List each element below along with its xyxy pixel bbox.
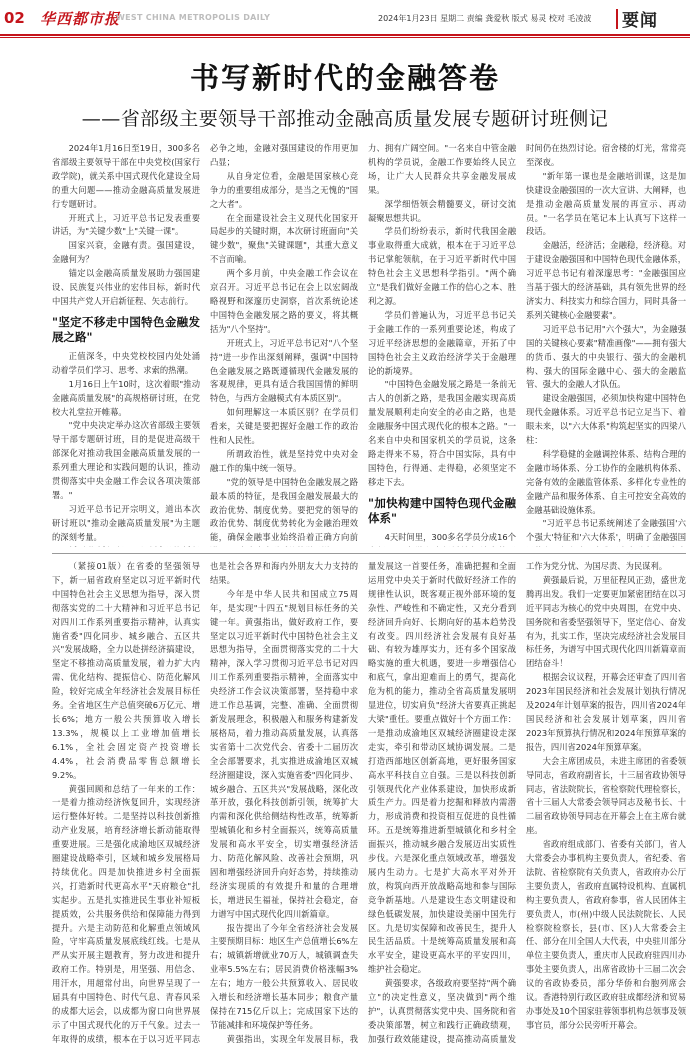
paragraph: 如何理解这一本质区别？在学员们看来，关键是要把握好金融工作的政治性和人民性。	[210, 407, 358, 446]
paragraph: 时间仍在热烈讨论。宿舍楼的灯光，常常亮至深夜。	[526, 143, 686, 167]
paragraph: 习近平总书记用"六个强大"，为金融强国的关键核心要素"精准画像"——拥有强大的货币、强大的中央银行、强大的金融机构、强大的国际金融中心、强大的金融监管、强大的金融人才队伍。	[526, 323, 686, 390]
paragraph: 所谓政治性，就是坚持党中央对金融工作的集中统一领导。	[210, 448, 358, 473]
subheading: "坚定不移走中国特色金融发展之路"	[52, 314, 200, 344]
paragraph: "党的领导是中国特色金融发展之路最本质的特征，是我国金融发展最大的政治优势、制度优势。要把党的领导的政治优势、制度优势转化为金融治理效能，确保金融事业始终沿着正确方向前	[210, 476, 358, 543]
paragraph	[52, 545, 200, 547]
paragraph: 锚定以金融高质量发展助力强国建设、民族复兴伟业的宏伟目标，新时代中国共产党人开启新征程、矢志前行。	[52, 268, 200, 306]
paragraph: 省政府组成部门、省委有关部门，省人大常委会办事机构主要负责人，省纪委、省法院、省检察院有关负责人，省政府办公厅主要负责人，省政府直属特设机构、直属机构主要负责人，省政府参事，省人民团体主要负责人，市(州)中级人民法院院长、人民检察院检察长，县(市、区)人大常委会主任、部分在川全国人大代表，中央驻川部分单位主要负责人，重庆市人民政府驻四川办事处主要负责人，出席省政协十三届二次会议的省政协委员，部分华侨和台胞列席会议。香港特别行政区政府驻成都经济和贸易办事处及10个国家驻蓉领事机构总领事及领事官员，部分公民旁听开幕会。	[526, 839, 686, 1030]
header-rule-thin	[0, 37, 690, 38]
paragraph: 从自身定位看，金融是国家核心竞争力的重要组成部分，是当之无愧的"国之大者"。	[210, 170, 358, 209]
paragraph: "党中央决定举办这次省部级主要领导干部专题研讨班，目的是促进高级干部深化对推动我国金融高质量发展的一系列重大理论和实践问题的认识，推动贯彻落实中央金融工作会议各项决策部署。"	[52, 420, 200, 500]
paragraph: 力、拥有广阔空间。"一名来自中管金融机构的学员说，金融工作要始终人民立场，让广大人民群众共享金融发展成果。	[368, 143, 516, 195]
paragraph: 开班式上，习近平总书记对"八个坚持"进一步作出深刻阐释，强调"中国特色金融发展之路既遵循现代金融发展的客观规律，更具有适合我国国情的鲜明特色，与西方金融模式有本质区别"。	[210, 337, 358, 404]
bottom-column-2	[210, 560, 358, 1048]
paragraph: 金融活，经济活；金融稳，经济稳。对于建设金融强国和中国特色现代金融体系，习近平总书记有着深邃思考："金融强国应当基于强大的经济基础，具有领先世界的经济实力、科技实力和综合国力，同时具备一系列关键核心金融要素"。	[526, 240, 686, 320]
paragraph: "习近平总书记系统阐述了金融强国'六个强大'特征和'六大体系'，明确了金融强国	[526, 518, 686, 543]
paragraph: 学员们纷纷表示，新时代我国金融事业取得重大成就，根本在于习近平总书记掌舵领航，在于习近平新时代中国特色社会主义思想科学指引。"两个确立"是我们做好金融工作的信心之本、胜利之源。	[368, 226, 516, 306]
paragraph: 1月16日上午10时，这次着眼"推动金融高质量发展"的高规格研讨班，在党校大礼堂拉开帷幕。	[52, 378, 200, 417]
edition-meta: 2024年1月23日 星期二 责编 龚爱秋 版式 易灵 校对 毛凌波	[378, 14, 592, 23]
bottom-column-4	[526, 560, 686, 1048]
page-header	[0, 0, 690, 38]
paragraph: 根据会议议程，开幕会还审查了四川省2023年国民经济和社会发展计划执行情况及2024年计划草案的报告，四川省2024年国民经济和社会发展计划草案，四川省2023年预算执行情况和2024年预算草案的报告，四川省2024年预算草案。	[526, 672, 686, 752]
paragraph: 也是社会各界和海内外朋友大力支持的结果。	[210, 561, 358, 585]
section-divider	[616, 9, 618, 29]
paragraph: "新年第一课也是金融培训课，这是加快建设金融强国的一次大宣讲、大阐释，也是推动金融高质量发展的再宣示、再动员。"一名学员在笔记本上认真写下这样一段话。	[526, 170, 686, 237]
top-column-2	[210, 142, 358, 547]
paragraph: 黄强最后说，万里征程风正劲，盛世龙腾再出发。我们一定要更加紧密团结在以习近平同志为核心的党中央周围，在党中央、国务院和省委坚强领导下，坚定信心、奋发有为，扎实工作，坚决完成经济社会发展目标任务，为谱写中国式现代化四川新篇章而团结奋斗！	[526, 574, 686, 669]
paragraph: 两个多月前，中央金融工作会议在京召开。习近平总书记在会上以宏阔战略视野和深邃历史洞察，首次系统论述中国特色金融发展之路的要义，将其概括为"八个坚持"。	[210, 268, 358, 334]
paragraph: （紧接01版）在省委的坚强领导下，新一届省政府坚定以习近平新时代中国特色社会主义思想为指导，深入贯彻落实党的二十大精神和习近平总书记对四川工作系列重要指示精神，认真实施省委"四化同步、城乡融合、五区共兴"发展战略，全力以赴拼经济搞建设，坚定不移推动高质量发展，着力扩大内需、优化结构、提振信心、防范化解风险，较好完成全年经济社会发展目标任务。全省地区生产总值突破6万亿元、增长6%；地方一般公共预算收入增长13.3%，规模以上工业增加值增长6.1%，全社会固定资产投资增长4.4%，社会消费品零售总额增长9.2%。	[52, 561, 200, 780]
article-title: 书写新时代的金融答卷	[189, 61, 500, 95]
paragraph: 今年是中华人民共和国成立75周年，是实现"十四五"规划目标任务的关键一年。黄强指出，做好政府工作，要坚定以习近平新时代中国特色社会主义思想为指导，全面贯彻落实党的二十大精神，深入学习贯彻习近平总书记对四川工作系列重要指示精神，全面落实中央经济工作会议决策部署，坚持稳中求进工作总基调，完整、准确、全面贯彻新发展理念，积极融入和服务构建新发展格局，着力推动高质量发展，认真落实省第十二次党代会、省委十二届历次全会部署要求，扎实推进成渝地区双城经济圈建设，深入实施省委"四化同步、城乡融合、五区共兴"发展战略，深化改革开放，强化科技创新引领，统筹扩大内需和深化供给侧结构性改革，统筹新型城镇化和乡村全面振兴，统筹高质量发展和高水平安全，切实增强经济活力、防范化解风险、改善社会预期，巩固和增强经济回升向好态势，持续推动经济实现质的有效提升和量的合理增长，增进民生福祉，保持社会稳定，奋力谱写中国式现代化四川新篇章。	[210, 588, 358, 919]
paragraph: 量发展这一首要任务，准确把握和全面运用党中央关于新时代做好经济工作的规律性认识，既客观正视外部环境的复杂性、严峻性和不确定性，又充分看到经济回升向好、长期向好的基本趋势没有改变。四川经济社会发展有良好基础、有较为雄厚实力，还有多个国家战略实施的重大机遇，要进一步增强信心和底气，拿出迎难而上的勇气，提高化危为机的能力，推动全省高质量发展明显进位，切实肩负"经济大省要真正挑起大梁"重任。要重点做好十个方面工作：一是推动成渝地区双城经济圈建设走深走实，牵引和带动区域协调发展。二是打造西部地区创新高地，更好服务国家高水平科技自立自强。三是以科技创新引领现代化产业体系建设，加快形成新质生产力。四是着力挖掘和释放内需潜力，形成消费和投资相互促进的良性循环。五是统筹推进新型城镇化和乡村全面振兴，推动城乡融合发展迈出实质性步伐。六是深化重点领域改革，增强发展内生动力。七是扩大高水平对外开放，构筑向西开放战略高地和参与国际竞争新基地。八是建设生态文明建设和绿色低碳发展，加快建设美丽中国先行区。九是切实保障和改善民生，提升人民生活品质。十是统筹高质量发展和高水平安全，建设更高水平的平安四川，维护社会稳定。	[368, 561, 516, 975]
article-subtitle: ——省部级主要领导干部推动金融高质量发展专题研讨班侧记	[81, 108, 609, 130]
paragraph: 深学细悟领会精髓要义，研讨交流凝聚思想共识。	[368, 198, 516, 223]
subheading: "加快构建中国特色现代金融体系"	[368, 495, 516, 525]
paragraph: "中国特色金融发展之路是一条前无古人的创新之路，是我国金融实现高质量发展顺利走向安全的必由之路，也是金融服务中国式现代化的根本之路。"一名来自中央和国家机关的学员说，这条路走得来不易，符合中国实际，具有中国特色，行得通、走得稳，必须坚定不移走下去。	[368, 379, 516, 487]
paragraph: 大会主席团成员，未进主席团的省委领导同志，省政府副省长，十三届省政协领导同志，省法院院长，省检察院代理检察长，省十三届人大常委会领导同志及秘书长、十二届省政协领导同志在开幕会上在主席台就座。	[526, 755, 686, 836]
paragraph: 国家兴衰，金融有责。强国建设，金融何为？	[52, 240, 200, 265]
paragraph: 学员们普遍认为，习近平总书记关于金融工作的一系列重要论述，构成了习近平经济思想的金融篇章，开拓了中国特色社会主义政治经济学关于金融理论的新境界。	[368, 309, 516, 376]
paragraph: 2024年1月16日至19日，300多名省部级主要领导干部在中央党校(国家行政学院)，就关系中国式现代化建设全局的重大问题——推动金融高质量发展进行专题研讨。	[52, 143, 200, 209]
page-number: 02	[4, 9, 25, 27]
paragraph: 报告提出了今年全省经济社会发展主要预期目标：地区生产总值增长6%左右；城镇新增就业70万人，城镇调查失业率5.5%左右；居民消费价格涨幅3%左右；地方一般公共预算收入、居民收入增长和经济增长基本同步；粮食产量保持在715亿斤以上；完成国家下达的节能减排和环境保护等任务。	[210, 922, 358, 1030]
newspaper-logo: 华西都市报	[40, 10, 121, 28]
paragraph: 习近平总书记开宗明义，道出本次研讨班以"推动金融高质量发展"为主题的深刻考量。	[52, 503, 200, 542]
paragraph: 必争之地，金融对强国建设的作用更加凸显；	[210, 143, 358, 167]
paragraph: 科学稳健的金融调控体系、结构合理的金融市场体系、分工协作的金融机构体系、完备有效的金融监管体系、多样化专业性的金融产品和服务体系、自主可控安全高效的金融基础设施体系。	[526, 448, 686, 515]
paragraph: 在全面建设社会主义现代化国家开局起步的关键时期，本次研讨班面向"关键少数"，聚焦"关键课题"，其重大意义不言而喻。	[210, 212, 358, 265]
bottom-column-3	[368, 560, 516, 1048]
header-rule	[0, 34, 690, 36]
newspaper-english-name: WEST CHINA METROPOLIS DAILY	[116, 13, 271, 22]
bottom-column-1	[52, 560, 200, 1048]
section-divider-line	[52, 553, 686, 554]
top-column-4	[526, 142, 686, 547]
paragraph: 4天时间里，300多名学员分成16个	[384, 531, 516, 542]
paragraph: 黄强回顾和总结了一年来的工作：一是着力推动经济恢复回升，实现经济运行整体好转。二是坚持以科技创新推动产业发展，培育经济增长新动能取得重要进展。三是强化成渝地区双城经济圈建设战略牵引，区域和城乡发展格局持续优化。四是加快推进乡村全面振兴，打造新时代更高水平"天府粮仓"扎实起步。五是扎实推进民生事业补短板提质效，公共服务供给和保障能力得到提升。六是主动防范和化解重点领域风险，守牢高质量发展底线红线。七是从严从实开展主题教育，努力改进和提升政府工作。特别是，用坚强、用信念、用汗水，用超常付出，向世界呈现了一届具有中国特色、时代气息、青春风采的成都大运会，以成都为窗口向世界展示了中国式现代化的万千气象。过去一年取得的成绩，根本在于以习近平同志	[52, 783, 200, 1044]
paragraph: 工作为党分忧、为国尽责、为民谋利。	[526, 561, 668, 571]
paragraph: 开班式上，习近平总书记发表重要讲话，为"关键少数"上"关键一课"。	[52, 212, 200, 237]
section-name: 要闻	[622, 11, 658, 31]
paragraph: 黄强指出，实现全年发展目标，我	[226, 1033, 358, 1044]
paragraph: 建设金融强国，必须加快构建中国特色现代金融体系。习近平总书记立足当下、着眼未来，以"六大体系"构筑起坚实的四梁八柱：	[526, 393, 686, 446]
top-column-1	[52, 142, 200, 547]
top-column-3	[368, 142, 516, 547]
paragraph: 正值深冬，中央党校校园内处处涌动着学员们学习、思考、求索的热潮。	[52, 350, 200, 375]
paragraph: 黄强要求，各级政府要坚持"两个确立"的决定性意义，坚决做到"两个维护"，认真贯彻落实党中央、国务院和省委决策部署，树立和践行正确政绩观，加强行政效能建设，提高推动高质量发	[368, 978, 516, 1044]
